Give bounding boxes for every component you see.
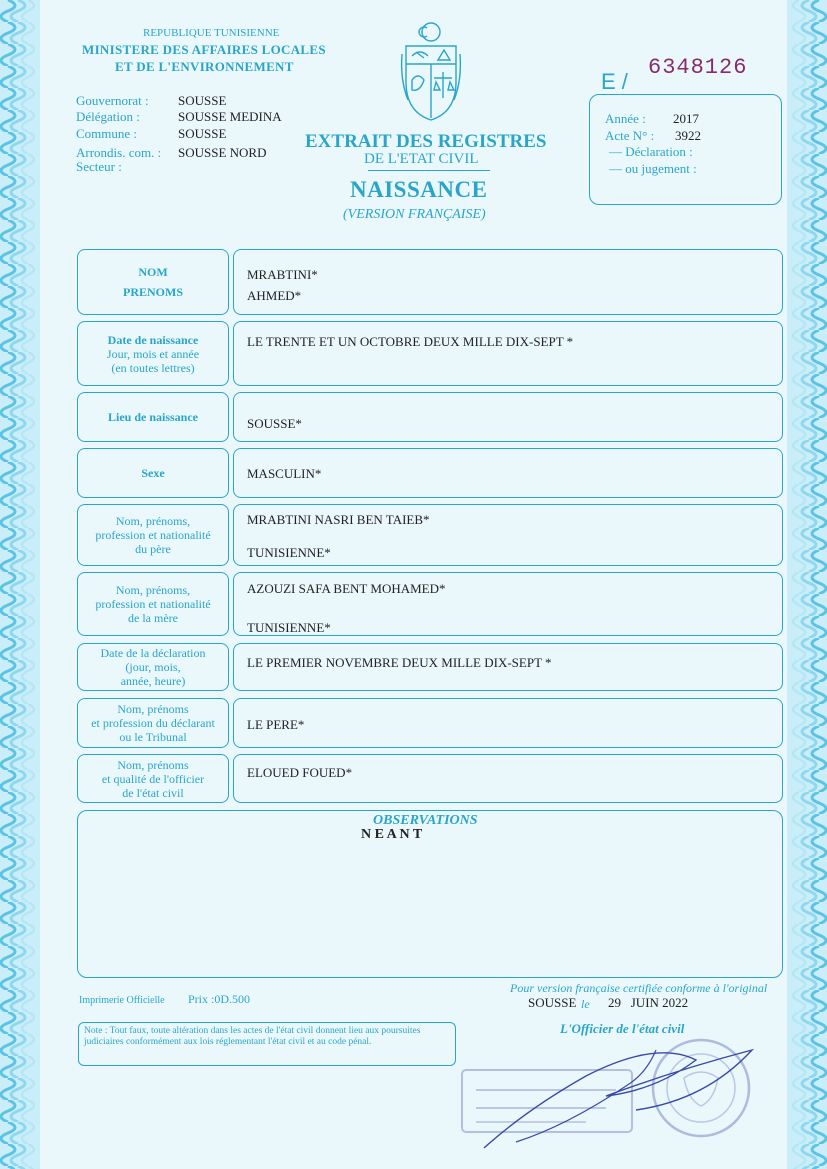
value-sexe: MASCULIN* bbox=[233, 448, 783, 498]
value-pere-nom: MRABTINI NASRI BEN TAIEB* bbox=[247, 512, 430, 527]
value-declarant: LE PERE* bbox=[233, 698, 783, 748]
value-mere bbox=[233, 572, 783, 636]
label-pere: Nom, prénoms, profession et nationalité du père bbox=[77, 504, 229, 566]
label-sexe: Sexe bbox=[77, 448, 229, 498]
imprimerie-label: Imprimerie Officielle bbox=[79, 995, 165, 1006]
value-mere-nom: AZOUZI SAFA BENT MOHAMED* bbox=[247, 581, 446, 596]
value-pere bbox=[233, 504, 783, 566]
ministry-line2: ET DE L'ENVIRONNEMENT bbox=[115, 59, 294, 74]
right-wave-border bbox=[787, 0, 827, 1169]
left-wave-border bbox=[0, 0, 40, 1169]
date-value: 29 JUIN 2022 bbox=[608, 995, 689, 1010]
republic-label: REPUBLIQUE TUNISIENNE bbox=[143, 27, 280, 39]
observations-box bbox=[77, 810, 783, 978]
ministry-line1: MINISTERE DES AFFAIRES LOCALES bbox=[82, 42, 326, 57]
officer-title: L'Officier de l'état civil bbox=[560, 1021, 685, 1036]
title-etat-civil: DE L'ETAT CIVIL bbox=[364, 151, 479, 167]
title-naissance: NAISSANCE bbox=[350, 177, 488, 202]
value-officier: ELOUED FOUED* bbox=[233, 754, 783, 803]
value-nom-prenoms bbox=[233, 249, 783, 315]
title-version: (VERSION FRANÇAISE) bbox=[343, 207, 486, 222]
value-mere-nationalite: TUNISIENNE* bbox=[247, 620, 331, 635]
coat-of-arms-emblem bbox=[398, 20, 464, 122]
acte-number-line: Acte N° : 3922 bbox=[605, 128, 701, 143]
value-date-naissance: LE TRENTE ET UN OCTOBRE DEUX MILLE DIX-SEPT * bbox=[233, 321, 783, 386]
label-date-naissance: Date de naissance Jour, mois et année (en toutes lettres) bbox=[77, 321, 229, 386]
serial-number: 6348126 bbox=[648, 55, 748, 80]
observations-value: N E A N T bbox=[361, 827, 423, 842]
title-underline bbox=[368, 170, 490, 171]
value-pere-nationalite: TUNISIENNE* bbox=[247, 545, 331, 560]
value-date-declaration: LE PREMIER NOVEMBRE DEUX MILLE DIX-SEPT * bbox=[233, 643, 783, 691]
label-declarant: Nom, prénoms et profession du déclarant ou le Tribunal bbox=[77, 698, 229, 748]
label-mere: Nom, prénoms, profession et nationalité de la mère bbox=[77, 572, 229, 636]
legal-note: Note : Tout faux, toute altération dans les actes de l'état civil donnent lieu aux poursuites judiciaires conformément aux lois réglementant l'état civil et au code pénal. bbox=[78, 1022, 456, 1066]
le-label: le bbox=[581, 997, 590, 1011]
jugement-line: — ou jugement : bbox=[609, 161, 697, 176]
birth-certificate-page: REPUBLIQUE TUNISIENNE MINISTERE DES AFFAIRES LOCALES ET DE L'ENVIRONNEMENT Gouvernorat : SOUSSE Délégation : SOUSSE MEDINA Commune : SOUSSE Arrondis. com. : SOUSSE NORD Secteur : EXTRAIT DES REGISTRES DE L'ETAT CIVIL NAISSANCE (VERSION FRANÇAISE) E / 6348126 Année : 2017 Acte N° : 3922 — Déclaration : — ou jugement : NOM PRENOMS MRABTINI* AHMED* Date de naissance Jour, mois et année (en toutes lettres) LE TRENTE ET UN OCTOBRE DEUX MILLE DIX-SEPT * Lieu de naissance SOUSSE* Sexe MASCULIN* Nom, prénoms, profession et nationalité du père MRABTINI NASRI BEN TAIEB* TUNISIENNE* Nom, prénoms, profession et nationalité de la mère AZOUZI SAFA BENT MOHAMED* TUNISIENNE* Date de la déclaration (jour, mois, année, heure) LE PREMIER NOVEMBRE DEUX MILLE DIX-SEPT * Nom, prénoms et profession du déclarant ou le Tribunal LE PERE* Nom, prénoms et qualité de l'officier de l'état civil ELOUED FOUED* OBSERVATIONS N E A N T Imprimerie Officielle Prix :0D.500 Pour version française certifiée conforme à l'original SOUSSE le 29 JUIN 2022 L'Officier de l'état civil Note : Tout faux, toute altération dans les actes de l'état civil donnent lieu aux poursuites judiciaires conformément aux lois réglementant l'état civil et au code pénal. bbox=[0, 0, 827, 1169]
official-stamp-and-signature bbox=[456, 1030, 796, 1154]
declaration-line: — Déclaration : bbox=[609, 144, 693, 159]
value-lieu-naissance: SOUSSE* bbox=[233, 392, 783, 442]
label-officier: Nom, prénoms et qualité de l'officier de l'état civil bbox=[77, 754, 229, 803]
label-lieu-naissance: Lieu de naissance bbox=[77, 392, 229, 442]
annee-line: Année : 2017 bbox=[605, 111, 699, 126]
label-date-declaration: Date de la déclaration (jour, mois, année, heure) bbox=[77, 643, 229, 691]
prix-label: Prix :0D.500 bbox=[188, 992, 251, 1006]
value-nom: MRABTINI* bbox=[247, 267, 318, 282]
value-prenoms: AHMED* bbox=[247, 288, 302, 303]
observations-title: OBSERVATIONS bbox=[373, 813, 478, 828]
serial-prefix: E / bbox=[601, 69, 628, 94]
certified-text: Pour version française certifiée conforme à l'original bbox=[510, 981, 768, 995]
label-nom-prenoms: NOM PRENOMS bbox=[77, 249, 229, 315]
title-extrait: EXTRAIT DES REGISTRES bbox=[305, 131, 547, 152]
place-value: SOUSSE bbox=[528, 995, 577, 1010]
